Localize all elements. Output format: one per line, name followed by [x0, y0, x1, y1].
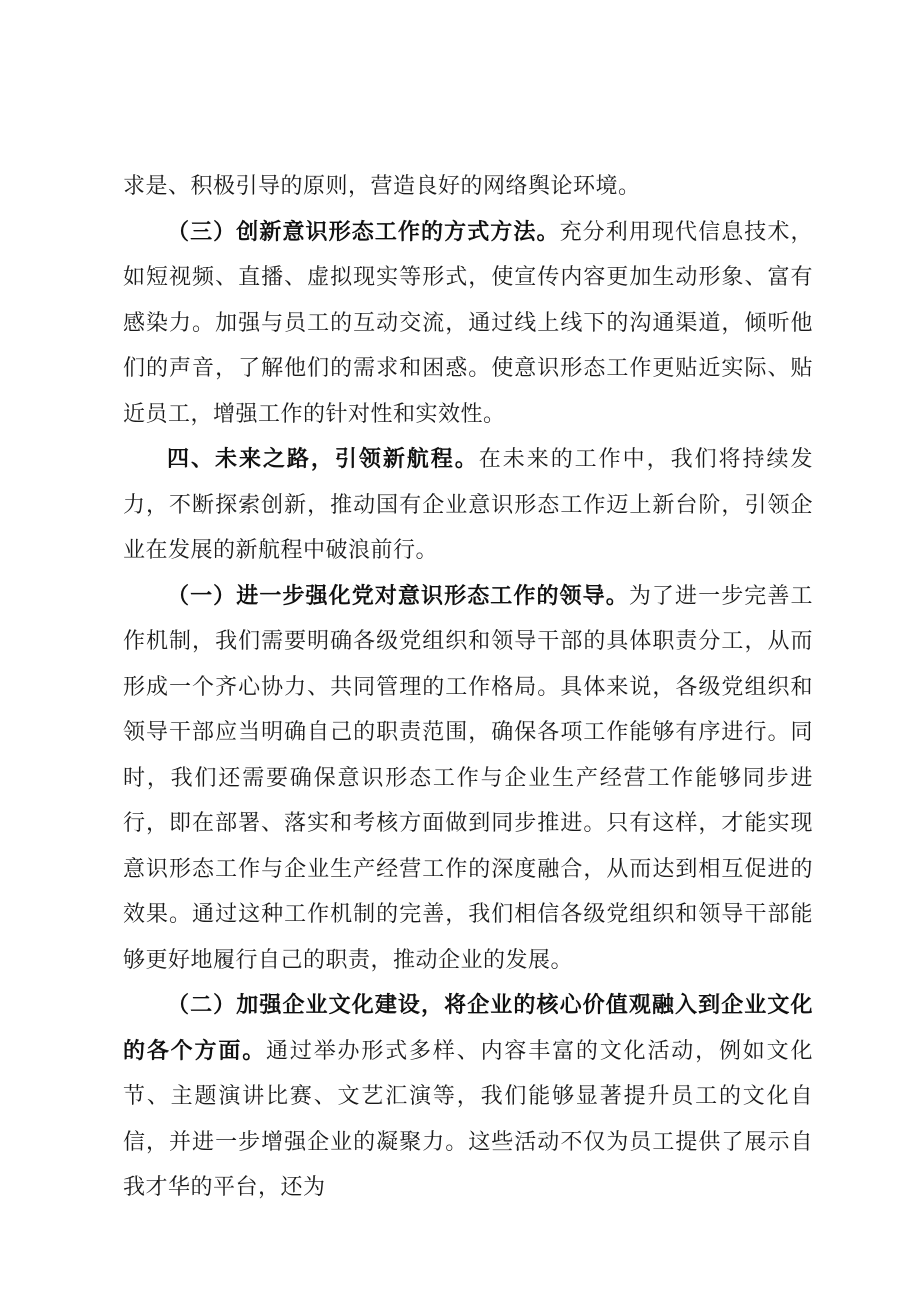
paragraph-party-leadership: [123, 574, 813, 984]
paragraph-text: 在未来的工作中，我们将持续发力，不断探索创新，推动国有企业意识形态工作迈上新台阶，引领企业在发展的新航程中破浪前行。: [123, 447, 813, 563]
paragraph-text: 为了进一步完善工作机制，我们需要明确各级党组织和领导干部的具体职责分工，从而形成一个齐心协力、共同管理的工作格局。具体来说，各级党组织和领导干部应当明确自己的职责范围，确保各项工作能够有序进行。同时，我们还需要确保意识形态工作与企业生产经营工作能够同步进行，即在部署、落实和考核方面做到同步推进。只有这样，才能实现意识形态工作与企业生产经营工作的深度融合，从而达到相互促进的效果。通过这种工作机制的完善，我们相信各级党组织和领导干部能够更好地履行自己的职责，推动企业的发展。: [123, 583, 813, 973]
document-page: [123, 164, 813, 1211]
paragraph-innovation-methods: [123, 210, 813, 438]
section-heading: （二）加强企业文化建设，将企业的核心价值观融入到企业文化的各个方面。: [123, 993, 813, 1064]
paragraph-corporate-culture: [123, 983, 813, 1211]
section-heading: （一）进一步强化党对意识形态工作的领导。: [167, 583, 629, 609]
paragraph-continuation: [123, 164, 813, 210]
paragraph-future-road: [123, 437, 813, 574]
paragraph-text: 求是、积极引导的原则，营造良好的网络舆论环境。: [123, 174, 641, 199]
paragraph-text: 充分利用现代信息技术，如短视频、直播、虚拟现实等形式，使宣传内容更加生动形象、富有感染力。加强与员工的互动交流，通过线上线下的沟通渠道，倾听他们的声音，了解他们的需求和困惑。使意识形态工作更贴近实际、贴近员工，增强工作的针对性和实效性。: [123, 219, 813, 427]
section-heading: 四、未来之路，引领新航程。: [167, 447, 479, 472]
paragraph-text: 通过举办形式多样、内容丰富的文化活动，例如文化节、主题演讲比赛、文艺汇演等，我们能够显著提升员工的文化自信，并进一步增强企业的凝聚力。这些活动不仅为员工提供了展示自我才华的平台，还为: [123, 1038, 813, 1200]
section-heading: （三）创新意识形态工作的方式方法。: [167, 219, 560, 245]
